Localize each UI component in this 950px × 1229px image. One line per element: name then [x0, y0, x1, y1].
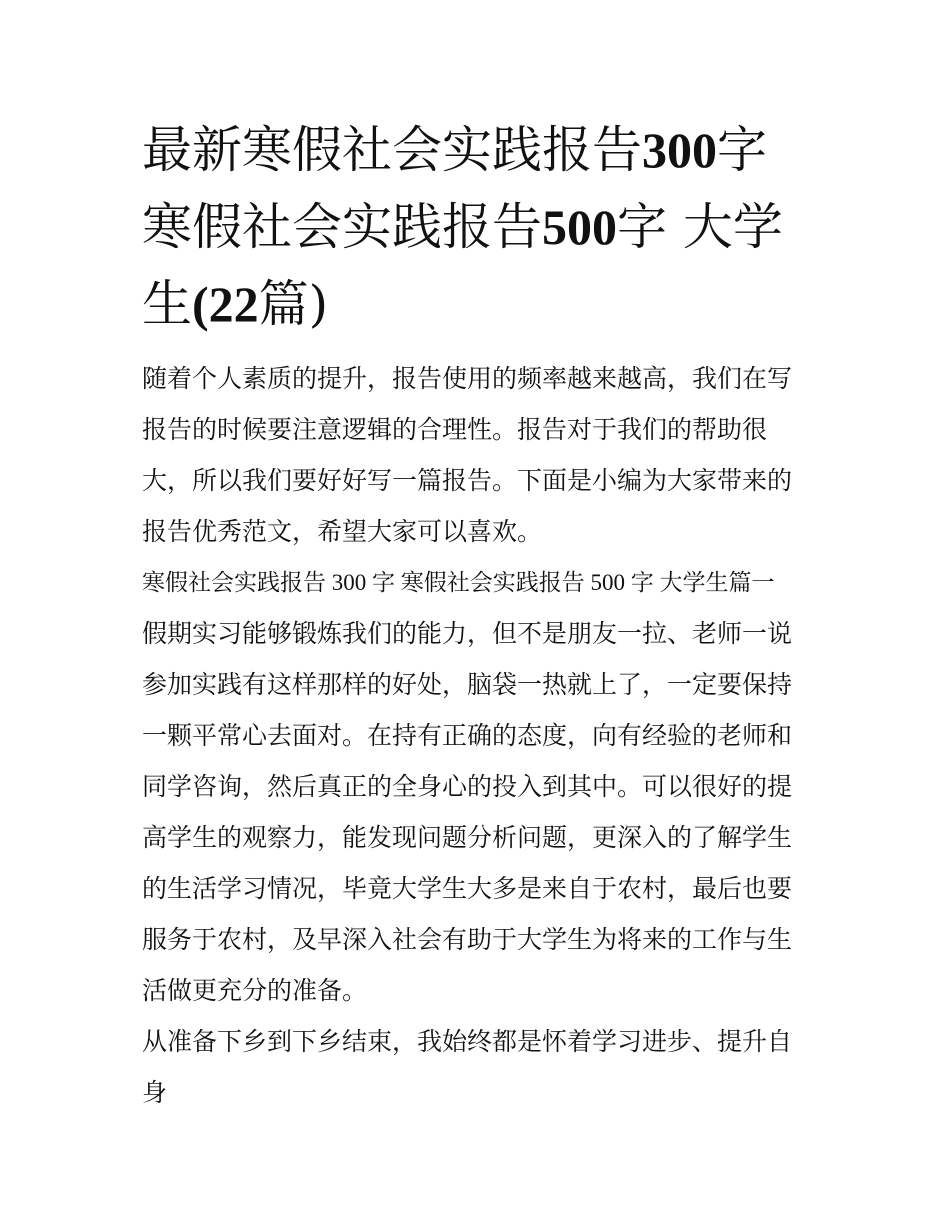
- body-paragraph-1: 假期实习能够锻炼我们的能力，但不是朋友一拉、老师一说参加实践有这样那样的好处，脑袋一热就上了，一定要保持一颗平常心去面对。在持有正确的态度，向有经验的老师和同学咨询，然后真正的全身心的投入到其中。可以很好的提高学生的观察力，能发现问题分析问题，更深入的了解学生的生活学习情况，毕竟大学生大多是来自于农村，最后也要服务于农村，及早深入社会有助于大学生为将来的工作与生活做更充分的准备。: [142, 619, 793, 1005]
- title-text-1: 最新寒假社会实践报告: [142, 121, 642, 179]
- title-text-3: 字 大学生: [142, 198, 783, 333]
- intro-paragraph: 随着个人素质的提升，报告使用的频率越来越高，我们在写报告的时候要注意逻辑的合理性。报告对于我们的帮助很大，所以我们要好好写一篇报告。下面是小编为大家带来的报告优秀范文，希望大家可以喜欢。: [142, 364, 793, 546]
- section-heading: 寒假社会实践报告 300 字 寒假社会实践报告 500 字 大学生篇一: [142, 570, 775, 595]
- title-number-300: 300: [642, 122, 717, 178]
- document-title: [142, 112, 814, 343]
- title-number-500: 500: [542, 199, 617, 255]
- title-count: (22: [192, 276, 259, 332]
- body-paragraph-2: 从准备下乡到下乡结束，我始终都是怀着学习进步、提升自身: [142, 1027, 793, 1107]
- title-text-2: 字 寒假社会实践报告: [142, 121, 767, 256]
- title-text-4: 篇): [258, 275, 329, 333]
- document-page: [142, 112, 814, 1118]
